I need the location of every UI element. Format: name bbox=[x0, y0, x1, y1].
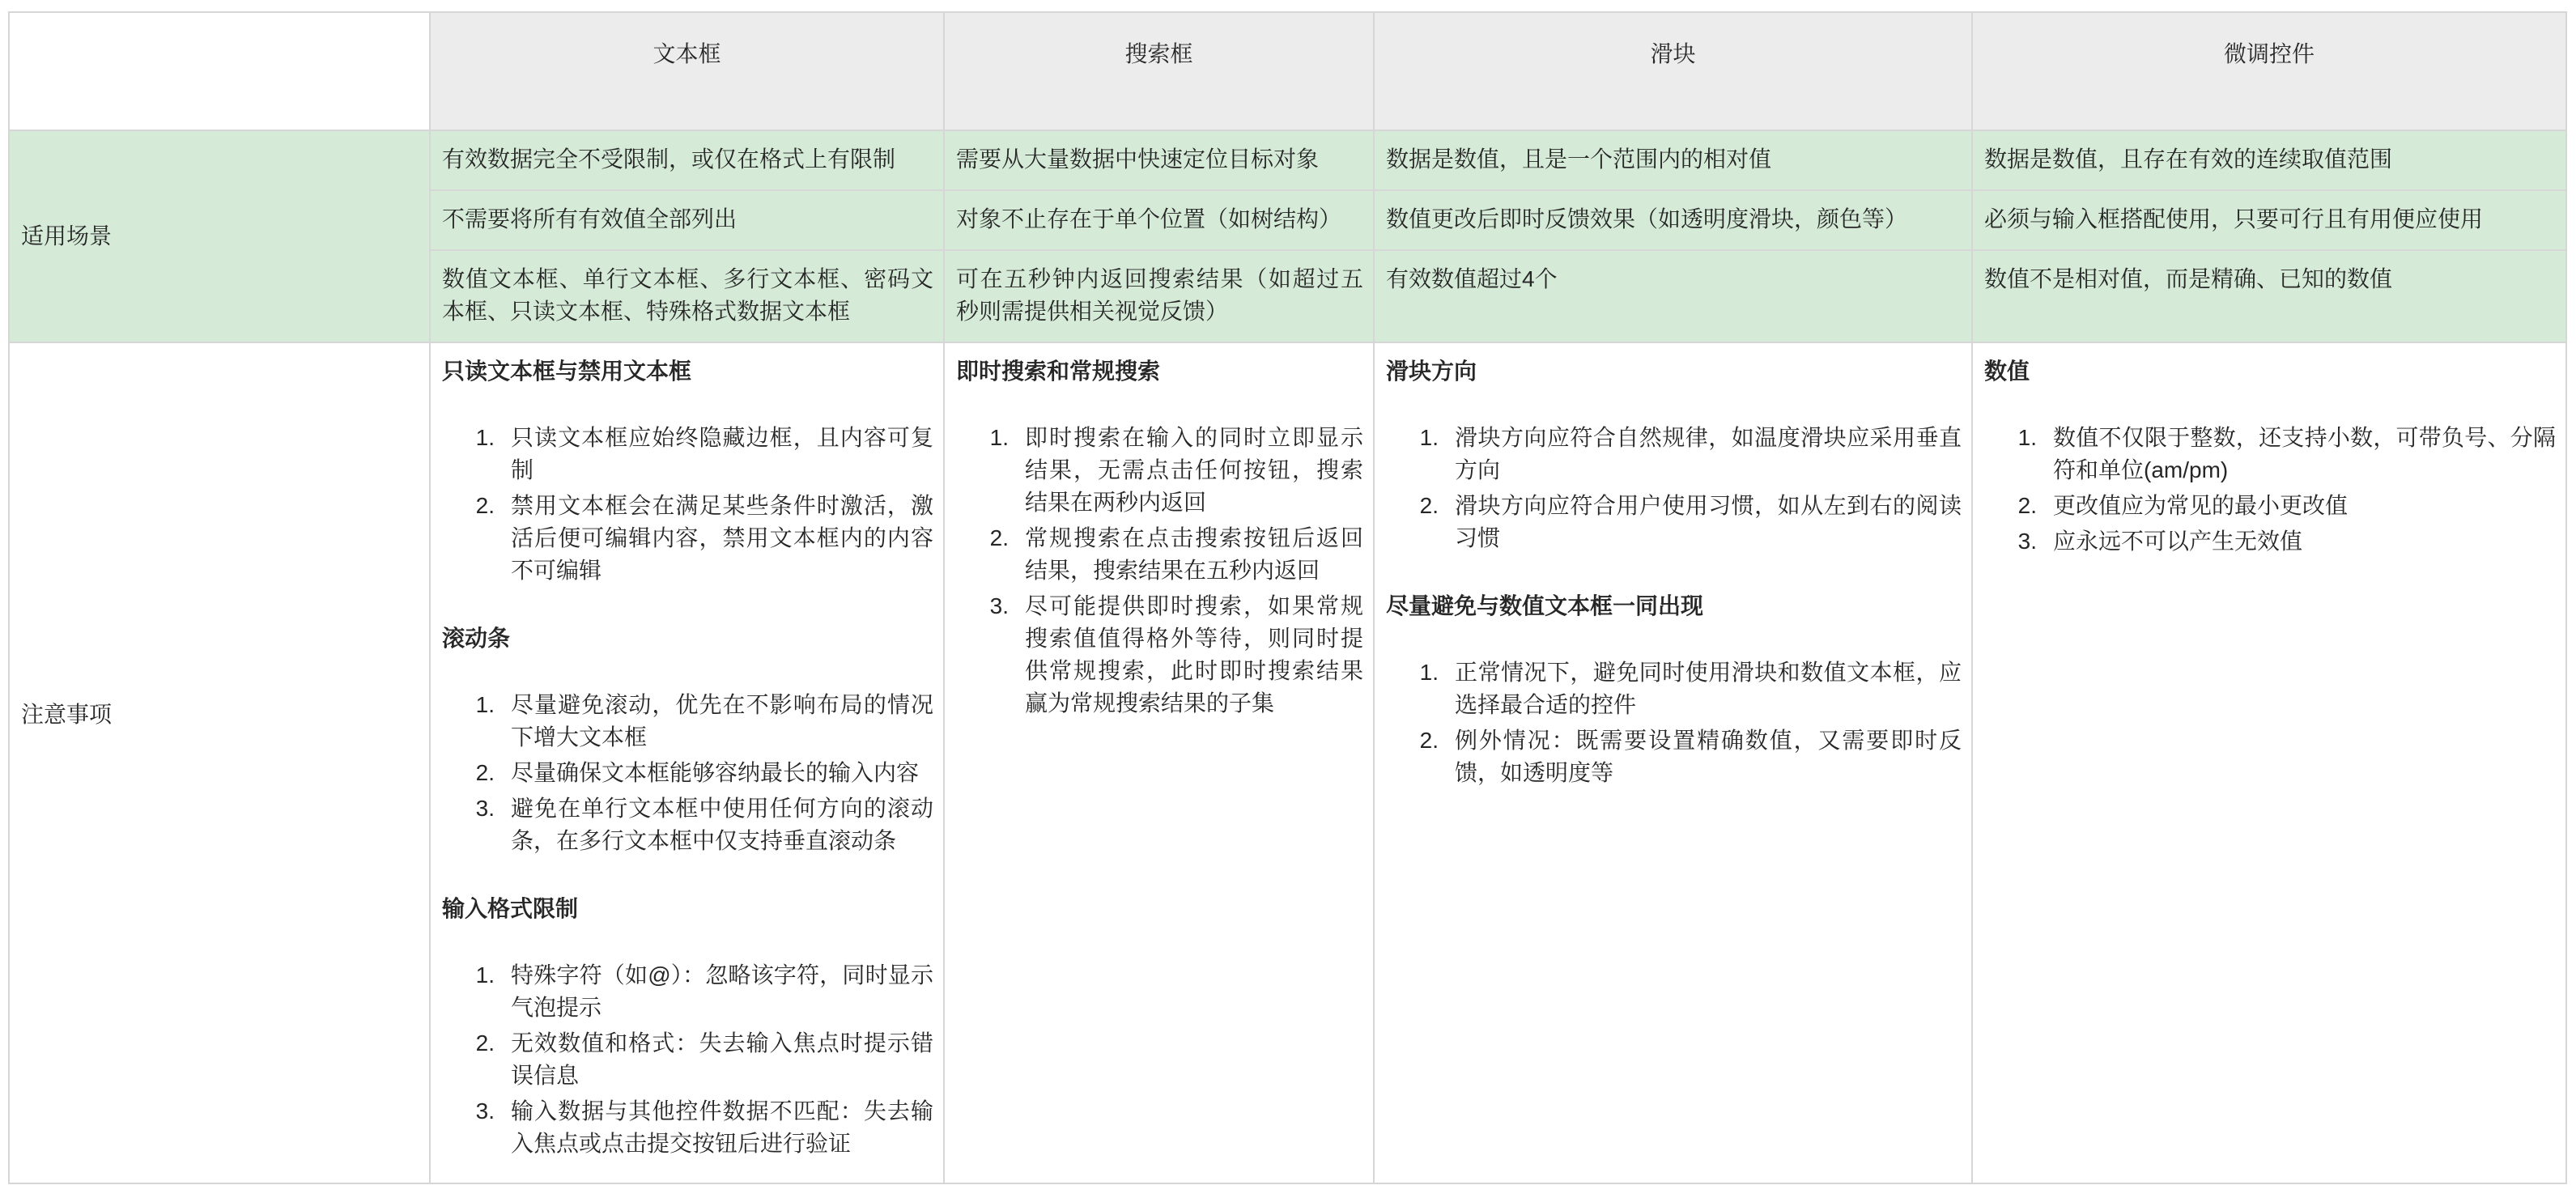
list-item-text: 尽可能提供即时搜索，如果常规搜索值值得格外等待，则同时提供常规搜索，此时即时搜索结果赢为常规搜索结果的子集 bbox=[1025, 593, 1363, 716]
notes-section-heading: 滚动条 bbox=[442, 626, 511, 651]
list-item-text: 特殊字符（如@）：忽略该字符，同时显示气泡提示 bbox=[511, 962, 933, 1020]
notes-section-heading: 滑块方向 bbox=[1386, 359, 1477, 384]
scenario-cell-spinner-2: 必须与输入框搭配使用，只要可行且有用便应使用 bbox=[1971, 189, 2567, 249]
notes-list bbox=[956, 422, 1363, 720]
notes-list-item bbox=[1386, 422, 1962, 486]
list-item-number: 1. bbox=[475, 692, 495, 717]
scenario-cell-slider-1: 数据是数值，且是一个范围内的相对值 bbox=[1373, 130, 1971, 189]
column-header-slider bbox=[1373, 11, 1971, 130]
list-item-number: 1. bbox=[989, 425, 1009, 450]
list-item-text: 滑块方向应符合用户使用习惯，如从左到右的阅读习惯 bbox=[1455, 493, 1962, 550]
notes-section bbox=[1386, 355, 1962, 554]
column-header-spinner bbox=[1971, 11, 2567, 130]
scenario-cell-textbox-3: 数值文本框、单行文本框、多行文本框、密码文本框、只读文本框、特殊格式数据文本框 bbox=[429, 249, 943, 342]
notes-list bbox=[442, 959, 933, 1160]
scenario-cell-slider-3: 有效数值超过4个 bbox=[1373, 249, 1971, 342]
notes-list-item bbox=[442, 757, 933, 789]
notes-section-heading: 输入格式限制 bbox=[442, 896, 579, 921]
list-item-number: 2. bbox=[475, 760, 495, 785]
list-item-number: 1. bbox=[1419, 425, 1439, 450]
notes-section-heading: 尽量避免与数值文本框一同出现 bbox=[1386, 593, 1704, 618]
notes-section-heading: 只读文本框与禁用文本框 bbox=[442, 359, 692, 384]
column-header-label: 文本框 bbox=[653, 41, 721, 66]
list-item-number: 1. bbox=[2017, 425, 2037, 450]
list-item-text: 输入数据与其他控件数据不匹配：失去输入焦点或点击提交按钮后进行验证 bbox=[511, 1098, 933, 1156]
list-item-text: 例外情况：既需要设置精确数值，又需要即时反馈，如透明度等 bbox=[1455, 728, 1962, 785]
list-item-number: 2. bbox=[475, 1030, 495, 1056]
list-item-number: 2. bbox=[1419, 493, 1439, 518]
list-item-text: 正常情况下，避免同时使用滑块和数值文本框，应选择最合适的控件 bbox=[1455, 660, 1962, 717]
notes-list-item bbox=[442, 689, 933, 754]
scenario-cell-searchbox-1: 需要从大量数据中快速定位目标对象 bbox=[943, 130, 1373, 189]
notes-list-item bbox=[1984, 422, 2556, 486]
row-label-text: 注意事项 bbox=[21, 702, 113, 727]
header-corner-cell bbox=[8, 11, 429, 130]
notes-list bbox=[442, 422, 933, 587]
column-header-searchbox bbox=[943, 11, 1373, 130]
list-item-text: 只读文本框应始终隐藏边框，且内容可复制 bbox=[511, 425, 933, 482]
notes-list-item bbox=[442, 1027, 933, 1092]
list-item-number: 3. bbox=[2017, 529, 2037, 554]
notes-list-item bbox=[956, 590, 1363, 720]
list-item-number: 1. bbox=[1419, 660, 1439, 685]
notes-cell-textbox bbox=[429, 342, 943, 1184]
notes-list-item bbox=[1984, 525, 2556, 558]
notes-section bbox=[1984, 355, 2556, 558]
comparison-table bbox=[8, 11, 2567, 1184]
scenario-cell-spinner-1: 数据是数值，且存在有效的连续取值范围 bbox=[1971, 130, 2567, 189]
scenario-cell-textbox-1: 有效数据完全不受限制，或仅在格式上有限制 bbox=[429, 130, 943, 189]
notes-list bbox=[1984, 422, 2556, 558]
notes-list-item bbox=[1386, 656, 1962, 721]
notes-list-item bbox=[442, 490, 933, 587]
list-item-number: 2. bbox=[989, 525, 1009, 550]
list-item-text: 尽量避免滚动，优先在不影响布局的情况下增大文本框 bbox=[511, 692, 933, 750]
scenario-cell-searchbox-3: 可在五秒钟内返回搜索结果（如超过五秒则需提供相关视觉反馈） bbox=[943, 249, 1373, 342]
notes-list-item bbox=[1984, 490, 2556, 522]
notes-list-item bbox=[956, 422, 1363, 519]
notes-list-item bbox=[442, 792, 933, 857]
column-header-textbox bbox=[429, 11, 943, 130]
notes-list bbox=[1386, 656, 1962, 789]
row-label-notes bbox=[8, 342, 429, 1184]
list-item-number: 2. bbox=[2017, 493, 2037, 518]
list-item-number: 2. bbox=[475, 493, 495, 518]
list-item-number: 1. bbox=[475, 425, 495, 450]
list-item-text: 数值不仅限于整数，还支持小数，可带负号、分隔符和单位(am/pm) bbox=[2053, 425, 2556, 482]
notes-cell-spinner bbox=[1971, 342, 2567, 1184]
list-item-text: 更改值应为常见的最小更改值 bbox=[2053, 493, 2349, 518]
list-item-text: 应永远不可以产生无效值 bbox=[2053, 529, 2303, 554]
notes-section-heading: 数值 bbox=[1984, 359, 2030, 384]
list-item-text: 禁用文本框会在满足某些条件时激活，激活后便可编辑内容，禁用文本框内的内容不可编辑 bbox=[511, 493, 933, 583]
notes-list-item bbox=[442, 1095, 933, 1160]
row-label-scenarios bbox=[8, 130, 429, 342]
list-item-number: 3. bbox=[989, 593, 1009, 618]
scenario-cell-textbox-2: 不需要将所有有效值全部列出 bbox=[429, 189, 943, 249]
notes-section bbox=[1386, 590, 1962, 789]
list-item-text: 无效数值和格式：失去输入焦点时提示错误信息 bbox=[511, 1030, 933, 1088]
notes-list bbox=[442, 689, 933, 857]
notes-list-item bbox=[442, 422, 933, 486]
column-header-label: 滑块 bbox=[1650, 41, 1696, 66]
list-item-text: 避免在单行文本框中使用任何方向的滚动条，在多行文本框中仅支持垂直滚动条 bbox=[511, 796, 933, 853]
notes-section bbox=[956, 355, 1363, 720]
list-item-text: 常规搜索在点击搜索按钮后返回结果，搜索结果在五秒内返回 bbox=[1025, 525, 1363, 583]
notes-list-item bbox=[442, 959, 933, 1024]
scenario-cell-spinner-3: 数值不是相对值，而是精确、已知的数值 bbox=[1971, 249, 2567, 342]
notes-list bbox=[1386, 422, 1962, 554]
notes-section bbox=[442, 622, 933, 857]
notes-section bbox=[442, 893, 933, 1160]
notes-cell-slider bbox=[1373, 342, 1971, 1184]
row-label-text: 适用场景 bbox=[21, 223, 113, 249]
notes-section bbox=[442, 355, 933, 587]
list-item-text: 尽量确保文本框能够容纳最长的输入内容 bbox=[511, 760, 920, 785]
notes-cell-searchbox bbox=[943, 342, 1373, 1184]
list-item-number: 1. bbox=[475, 962, 495, 988]
list-item-text: 即时搜索在输入的同时立即显示结果，无需点击任何按钮，搜索结果在两秒内返回 bbox=[1025, 425, 1363, 515]
notes-list-item bbox=[956, 522, 1363, 587]
list-item-number: 2. bbox=[1419, 728, 1439, 753]
scenario-cell-searchbox-2: 对象不止存在于单个位置（如树结构） bbox=[943, 189, 1373, 249]
column-header-label: 微调控件 bbox=[2223, 41, 2315, 66]
notes-list-item bbox=[1386, 490, 1962, 554]
notes-list-item bbox=[1386, 724, 1962, 789]
list-item-text: 滑块方向应符合自然规律，如温度滑块应采用垂直方向 bbox=[1455, 425, 1962, 482]
list-item-number: 3. bbox=[475, 796, 495, 821]
notes-section-heading: 即时搜索和常规搜索 bbox=[956, 359, 1161, 384]
list-item-number: 3. bbox=[475, 1098, 495, 1124]
column-header-label: 搜索框 bbox=[1124, 41, 1193, 66]
scenario-cell-slider-2: 数值更改后即时反馈效果（如透明度滑块，颜色等） bbox=[1373, 189, 1971, 249]
